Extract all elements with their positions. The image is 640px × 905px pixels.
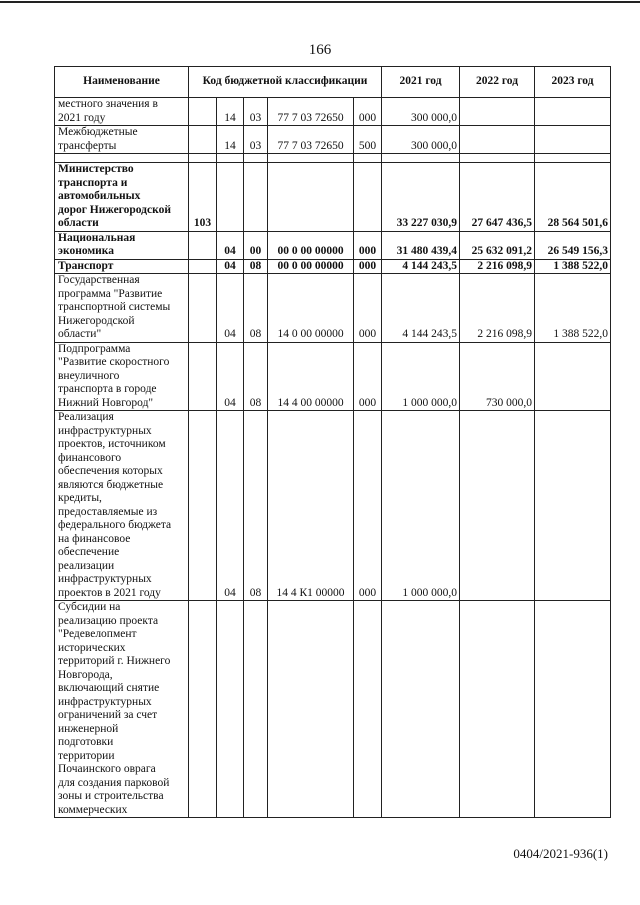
header-2022: 2022 год: [460, 67, 535, 98]
cell-ved: [189, 231, 217, 259]
table-row-spacer: [55, 154, 611, 163]
cell-2021: 300 000,0: [382, 126, 460, 154]
cell-2022: 2 216 098,9: [460, 274, 535, 343]
cell-2022: [460, 601, 535, 818]
cell-2022: 730 000,0: [460, 342, 535, 411]
cell-name: Транспорт: [55, 259, 189, 274]
cell-subsection: 08: [244, 259, 268, 274]
cell-subsection: 08: [244, 342, 268, 411]
cell-2023: 26 549 156,3: [535, 231, 611, 259]
cell-2022: [460, 411, 535, 601]
cell-ved: [189, 98, 217, 126]
cell-2021: [382, 154, 460, 163]
cell-section: [217, 601, 244, 818]
cell-name: Субсидии на реализацию проекта "Редевелопмент исторических территорий г. Нижнего Новгорода, включающий снятие инфраструктурных ограничений за счет инженерной подготовки территории Почаинского оврага для создания парковой зоны и строительства коммерческих: [55, 601, 189, 818]
cell-section: 04: [217, 231, 244, 259]
cell-name: Министерство транспорта и автомобильных дорог Нижегородской области: [55, 163, 189, 232]
cell-target-article: 00 0 00 00000: [268, 259, 354, 274]
table-row: [55, 411, 611, 601]
cell-expense-type: 500: [354, 126, 382, 154]
cell-target-article: [268, 154, 354, 163]
cell-ved: [189, 274, 217, 343]
cell-section: 04: [217, 342, 244, 411]
cell-section: 14: [217, 126, 244, 154]
cell-expense-type: 000: [354, 274, 382, 343]
cell-subsection: [244, 601, 268, 818]
cell-expense-type: 000: [354, 231, 382, 259]
header-name: Наименование: [55, 67, 189, 98]
cell-subsection: [244, 163, 268, 232]
table-row: [55, 98, 611, 126]
cell-2023: [535, 342, 611, 411]
cell-expense-type: 000: [354, 342, 382, 411]
cell-ved: [189, 342, 217, 411]
table-row: [55, 231, 611, 259]
cell-2022: 27 647 436,5: [460, 163, 535, 232]
table-row: [55, 126, 611, 154]
header-code: Код бюджетной классификации: [189, 67, 382, 98]
cell-expense-type: [354, 163, 382, 232]
cell-2021: 1 000 000,0: [382, 411, 460, 601]
cell-name: Подпрограмма "Развитие скоростного внеуличного транспорта в городе Нижний Новгород": [55, 342, 189, 411]
header-row: [55, 67, 611, 98]
cell-subsection: 03: [244, 98, 268, 126]
cell-2023: [535, 601, 611, 818]
cell-section: [217, 163, 244, 232]
cell-2021: 1 000 000,0: [382, 342, 460, 411]
cell-subsection: 00: [244, 231, 268, 259]
cell-target-article: [268, 601, 354, 818]
cell-expense-type: [354, 154, 382, 163]
cell-target-article: 14 0 00 00000: [268, 274, 354, 343]
cell-ved: [189, 601, 217, 818]
cell-name: Межбюджетные трансферты: [55, 126, 189, 154]
cell-2021: [382, 601, 460, 818]
cell-ved: [189, 259, 217, 274]
cell-target-article: 14 4 К1 00000: [268, 411, 354, 601]
cell-expense-type: 000: [354, 259, 382, 274]
cell-target-article: 14 4 00 00000: [268, 342, 354, 411]
cell-2022: [460, 154, 535, 163]
cell-subsection: 08: [244, 274, 268, 343]
cell-expense-type: 000: [354, 411, 382, 601]
cell-section: 14: [217, 98, 244, 126]
budget-table: [54, 66, 611, 818]
cell-name: Государственная программа "Развитие транспортной системы Нижегородской области": [55, 274, 189, 343]
cell-2023: [535, 126, 611, 154]
page-number: 166: [308, 42, 332, 58]
cell-section: 04: [217, 259, 244, 274]
cell-2022: [460, 98, 535, 126]
cell-name: местного значения в 2021 году: [55, 98, 189, 126]
cell-2023: 1 388 522,0: [535, 274, 611, 343]
cell-2023: 28 564 501,6: [535, 163, 611, 232]
cell-section: [217, 154, 244, 163]
cell-subsection: 08: [244, 411, 268, 601]
cell-target-article: 00 0 00 00000: [268, 231, 354, 259]
cell-2022: [460, 126, 535, 154]
cell-expense-type: [354, 601, 382, 818]
cell-ved: 103: [189, 163, 217, 232]
cell-name: Реализация инфраструктурных проектов, источником финансового обеспечения которых являются бюджетные кредиты, предоставляемые из федерального бюджета на финансовое обеспечение реализации инфраструктурных проектов в 2021 году: [55, 411, 189, 601]
cell-2021: 33 227 030,9: [382, 163, 460, 232]
cell-target-article: 77 7 03 72650: [268, 126, 354, 154]
cell-subsection: 03: [244, 126, 268, 154]
cell-2022: 25 632 091,2: [460, 231, 535, 259]
cell-2022: 2 216 098,9: [460, 259, 535, 274]
header-2021: 2021 год: [382, 67, 460, 98]
table-row: [55, 259, 611, 274]
table-row: [55, 601, 611, 818]
cell-section: 04: [217, 411, 244, 601]
cell-2023: [535, 154, 611, 163]
cell-name: Национальная экономика: [55, 231, 189, 259]
cell-section: 04: [217, 274, 244, 343]
cell-2023: [535, 98, 611, 126]
document-code: 0404/2021-936(1): [513, 846, 608, 861]
cell-expense-type: 000: [354, 98, 382, 126]
cell-ved: [189, 154, 217, 163]
cell-target-article: [268, 163, 354, 232]
cell-ved: [189, 411, 217, 601]
cell-2023: 1 388 522,0: [535, 259, 611, 274]
cell-subsection: [244, 154, 268, 163]
table-row: [55, 163, 611, 232]
cell-name: [55, 154, 189, 163]
cell-target-article: 77 7 03 72650: [268, 98, 354, 126]
cell-2021: 31 480 439,4: [382, 231, 460, 259]
top-rule: [0, 1, 640, 3]
table-row: [55, 342, 611, 411]
cell-2021: 4 144 243,5: [382, 274, 460, 343]
cell-2021: 4 144 243,5: [382, 259, 460, 274]
table-row: [55, 274, 611, 343]
header-2023: 2023 год: [535, 67, 611, 98]
cell-2021: 300 000,0: [382, 98, 460, 126]
cell-ved: [189, 126, 217, 154]
cell-2023: [535, 411, 611, 601]
